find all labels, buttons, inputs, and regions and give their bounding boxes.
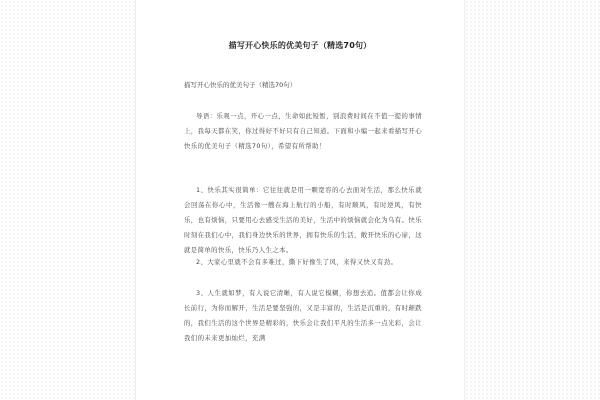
paragraph-2: 2、大家心里就不会有多难过，撕下好像生了风，来得又快又有劲。	[196, 258, 398, 266]
document-title: 描写开心快乐的优美句子（精选70句）	[228, 41, 372, 50]
paragraph-1: 1、快乐其实很简单：它往往就是用一颗宽容的心去面对生活，那么快乐就会回荡在你心中，生活像一艘在海上航行的小船，有时顺风，有时逆风，有快乐，也有烦恼，只要用心去感受生活的美好，生活中的烦恼就会化为乌有。快乐时刻在我们心中，我们身边快乐的世界，拥有快乐的生活，敞开快乐的心扉，这就是简单的快乐，快乐乃人生之本。	[184, 186, 422, 254]
left-margin-pattern	[0, 0, 135, 400]
document-page	[135, 0, 465, 400]
intro-paragraph: 导语：乐观一点，开心一点，生命如此短暂，别浪费时间在不值一提的事情上，我每天都在笑，你过得好不好只有自己知道。下面和小编一起来看描写开心快乐的优美句子（精选70句），希望有所帮助！	[184, 112, 422, 150]
document-subtitle: 描写开心快乐的优美句子（精选70句）	[184, 81, 297, 89]
paragraph-3: 3、人生就如梦，有人说它清晰，有人说它模糊，你想去追。值都会让你成长前行，为你而解开，生活是要坚强的，又是丰富的，生活是沉重的，有时颠跌的，我们生活的这个世界是精彩的，快乐会让我们平凡的生活多一点光彩，会让我们的未来更加灿烂，充满	[184, 289, 422, 342]
right-margin-pattern	[465, 0, 600, 400]
